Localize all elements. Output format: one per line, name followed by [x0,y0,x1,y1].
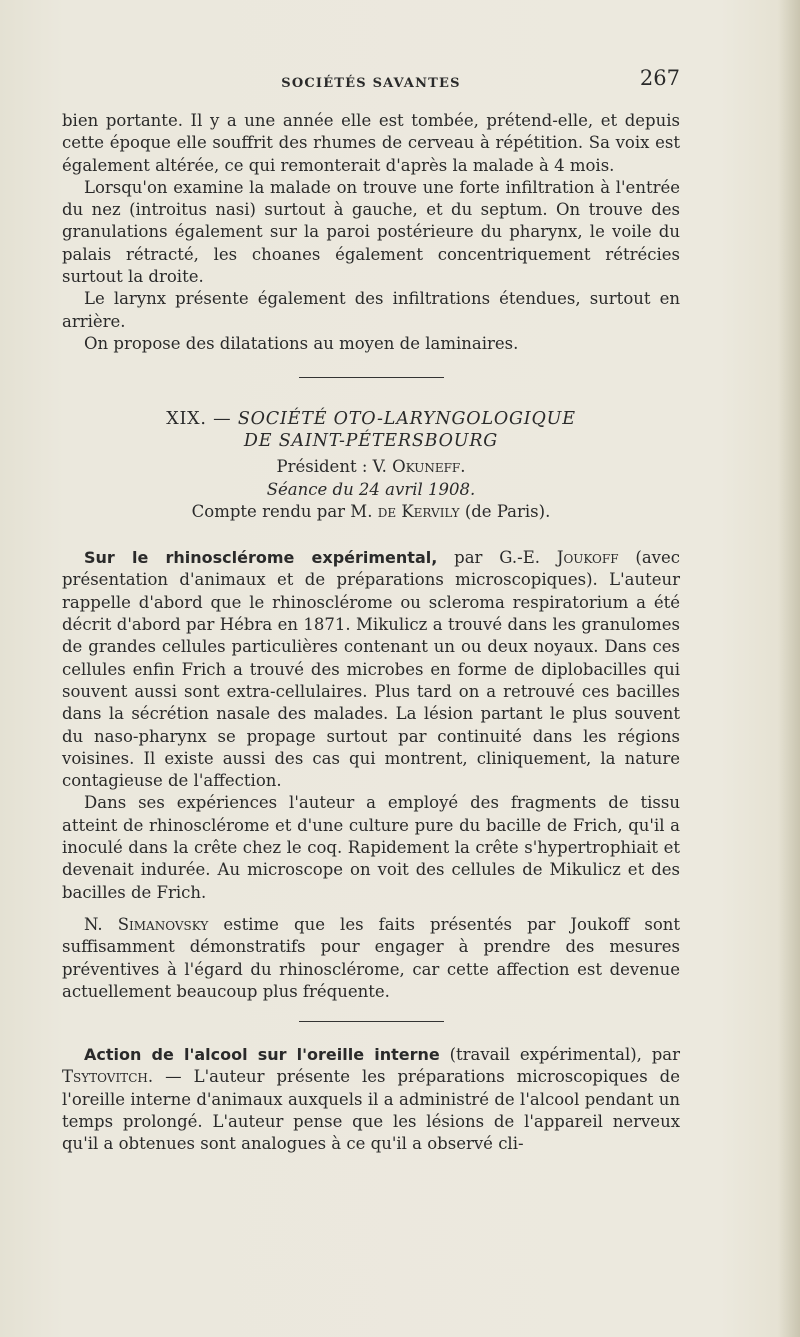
paragraph-larynx: Le larynx présente également des infiltrations étendues, surtout en arrière. [62,289,680,331]
section-title-line2: DE SAINT-PÉTERSBOURG [243,431,499,452]
article1-by: par G.-E. [454,548,540,568]
section-title-line1: SOCIÉTÉ OTO-LARYNGOLOGIQUE [237,409,576,430]
report-line [62,501,680,523]
report-suffix: (de Paris). [464,501,551,521]
president-line [62,456,680,478]
page-body [62,110,680,1156]
president-label: Président : [276,457,368,477]
report-prefix: Compte rendu par M. [191,501,373,521]
page-number: 267 [639,66,680,90]
report-author: de Kervily [377,501,460,521]
article1-title: Sur le rhinosclérome expérimental, [84,548,438,568]
section-divider [299,377,444,378]
comment-text: estime que les faits présentés par Joukoff sont suffisamment démonstratifs pour engager à prendre des mesures préventives à l'égard du rhinosclérome, car cette affection est devenue actuellement beaucoup plus fréquente. [62,914,681,1001]
article1-intro: (avec présentation d'animaux et de préparations microscopiques). L'auteur rappelle d'abord que le rhinosclérome ou scleroma respiratorium a été décrit d'abord par Hébra en 1871. Mikulicz a trouvé dans les granulomes de grandes cellules particulières contenant un ou deux noyaux. Dans ces cellules enfin Frich a trouvé des microbes en forme de diplobacilles qui souvent aussi sont extra-cellulaires. Plus tard on a retrouvé ces bacilles dans la sécrétion nasale des malades. La lésion partant le plus souvent du naso-pharynx se propage surtout par continuité dans les régions voisines. Il existe aussi des cas qui montrent, cliniquement, la nature contagieuse de l'affection. [62,548,680,791]
article1-comment [62,914,680,1003]
session-date: Séance du 24 avril 1908. [266,479,476,499]
paragraph-continuation: bien portante. Il y a une année elle est tombée, prétend-elle, et depuis cette époque elle souffrit des rhumes de cerveau à répétition. Sa voix est également altérée, ce qui remonterait d'après la malade à 4 mois. [62,111,680,175]
section-number: XIX. — [166,409,232,430]
paragraph-examination: Lorsqu'on examine la malade on trouve une forte infiltration à l'entrée du nez (introitus nasi) surtout à gauche, et du septum. On trouve des granulations également sur la paroi postérieure du pharynx, le voile du palais rétracté, les choanes également concentriquement rétrécies surtout la droite. [62,177,680,287]
article-rhinosclerome [62,547,680,792]
page-edge-shadow [778,0,800,1337]
running-title: SOCIÉTÉS SAVANTES [281,76,461,91]
president-name: V. Okuneff. [372,457,466,477]
article2-qualifier: (travail expérimental), par [449,1045,681,1065]
article1-experiments: Dans ses expériences l'auteur a employé des fragments de tissu atteint de rhinosclérome et d'une culture pure du bacille de Frich, qu'il a inoculé dans la crête chez le coq. Rapidement la crête s'hypertrophiait et devenait indurée. Au microscope on voit des cellules de Mikulicz et des bacilles de Frich. [62,793,680,902]
article2-text: — L'auteur présente les préparations microscopiques de l'oreille interne d'animaux auxquels il a administré de l'alcool pendant un temps prolongé. L'auteur pense que les lésions de l'appareil nerveux qu'il a obtenues sont analogues à ce qu'il a observé cli- [62,1067,680,1154]
paragraph-proposal: On propose des dilatations au moyen de laminaires. [84,333,519,353]
page-header [62,64,680,98]
article-alcool [62,1044,680,1155]
article-divider [299,1021,444,1022]
section-heading [62,408,680,430]
article1-author: Joukoff [556,548,619,568]
commenter-name: N. Simanovsky [84,914,209,934]
article2-title: Action de l'alcool sur l'oreille interne [84,1045,440,1065]
article2-author: Tsytovitch. [62,1067,154,1087]
